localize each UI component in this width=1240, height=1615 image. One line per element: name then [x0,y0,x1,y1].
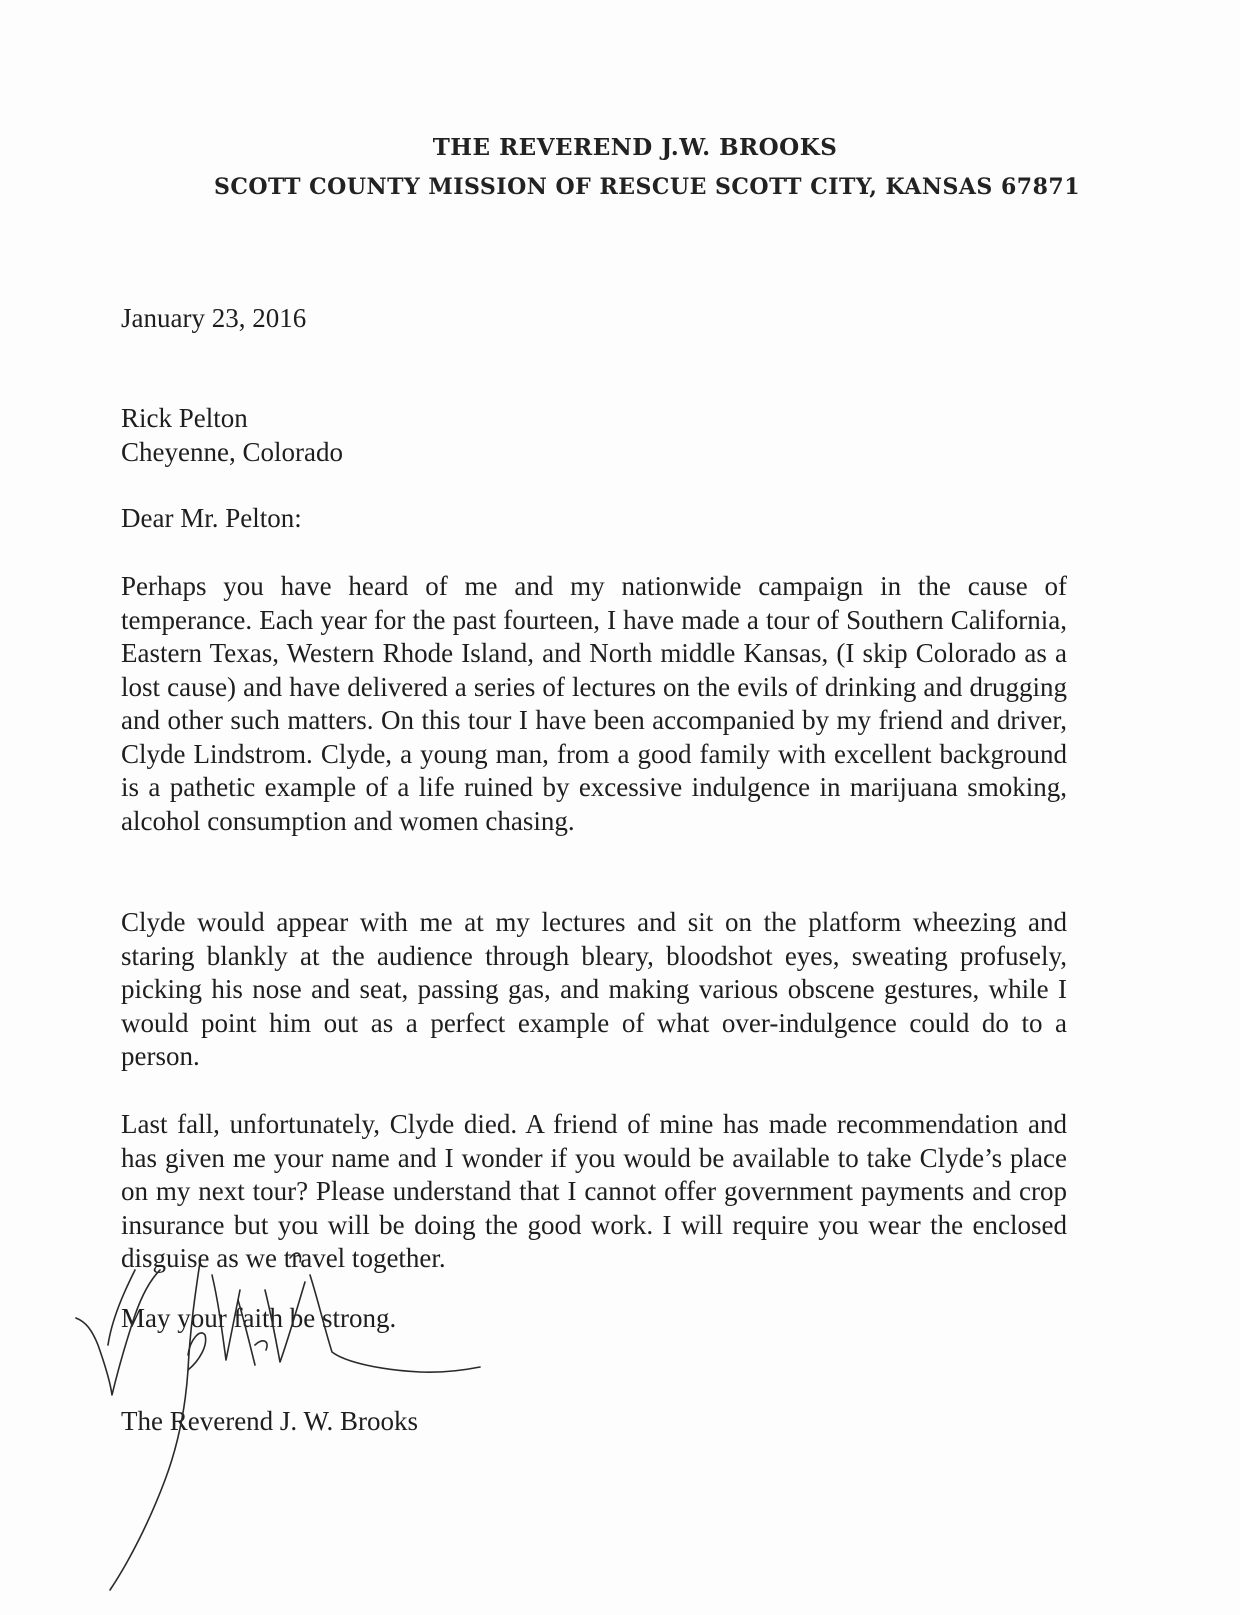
salutation: Dear Mr. Pelton: [121,503,302,533]
letter-date: January 23, 2016 [121,303,307,333]
closing-line: May your faith be strong. [121,1303,397,1333]
recipient-name: Rick Pelton [121,403,248,433]
letterhead-address: SCOTT COUNTY MISSION OF RESCUE SCOTT CITY, KANSAS 67871 [213,174,1081,200]
body-paragraph-1: Perhaps you have heard of me and my nationwide campaign in the cause of temperance. Each year for the past fourteen, I have made a tour of Southern California, Eastern Texas, Western Rhode Island, and North middle Kansas, (I skip Colorado as a lost cause) and have delivered a series of lectures on the evils of drinking and drugging and other such matters. On this tour I have been accompanied by my friend and driver, Clyde Lindstrom. Clyde, a young man, from a good family with excellent background is a pathetic example of a life ruined by excessive indulgence in marijuana smoking, alcohol consumption and women chasing. [121,571,1067,836]
signature-name: The Reverend J. W. Brooks [121,1406,418,1436]
body-paragraph-3: Last fall, unfortunately, Clyde died. A friend of mine has made recommendation and has given me your name and I wonder if you would be available to take Clyde’s place on my next tour? Please understand that I cannot offer government payments and crop insurance but you will be doing the good work. I will require you wear the enclosed disguise as we travel together. [121,1109,1067,1273]
recipient-location: Cheyenne, Colorado [121,436,343,467]
letterhead-title: THE REVEREND J.W. BROOKS [432,134,838,161]
body-paragraph-2: Clyde would appear with me at my lectures and sit on the platform wheezing and staring blankly at the audience through bleary, bloodshot eyes, sweating profusely, picking his nose and seat, passing gas, and making various obscene gestures, while I would point him out as a perfect example of what over-indulgence could do to a person. [121,907,1067,1071]
recipient-block [121,402,1067,469]
